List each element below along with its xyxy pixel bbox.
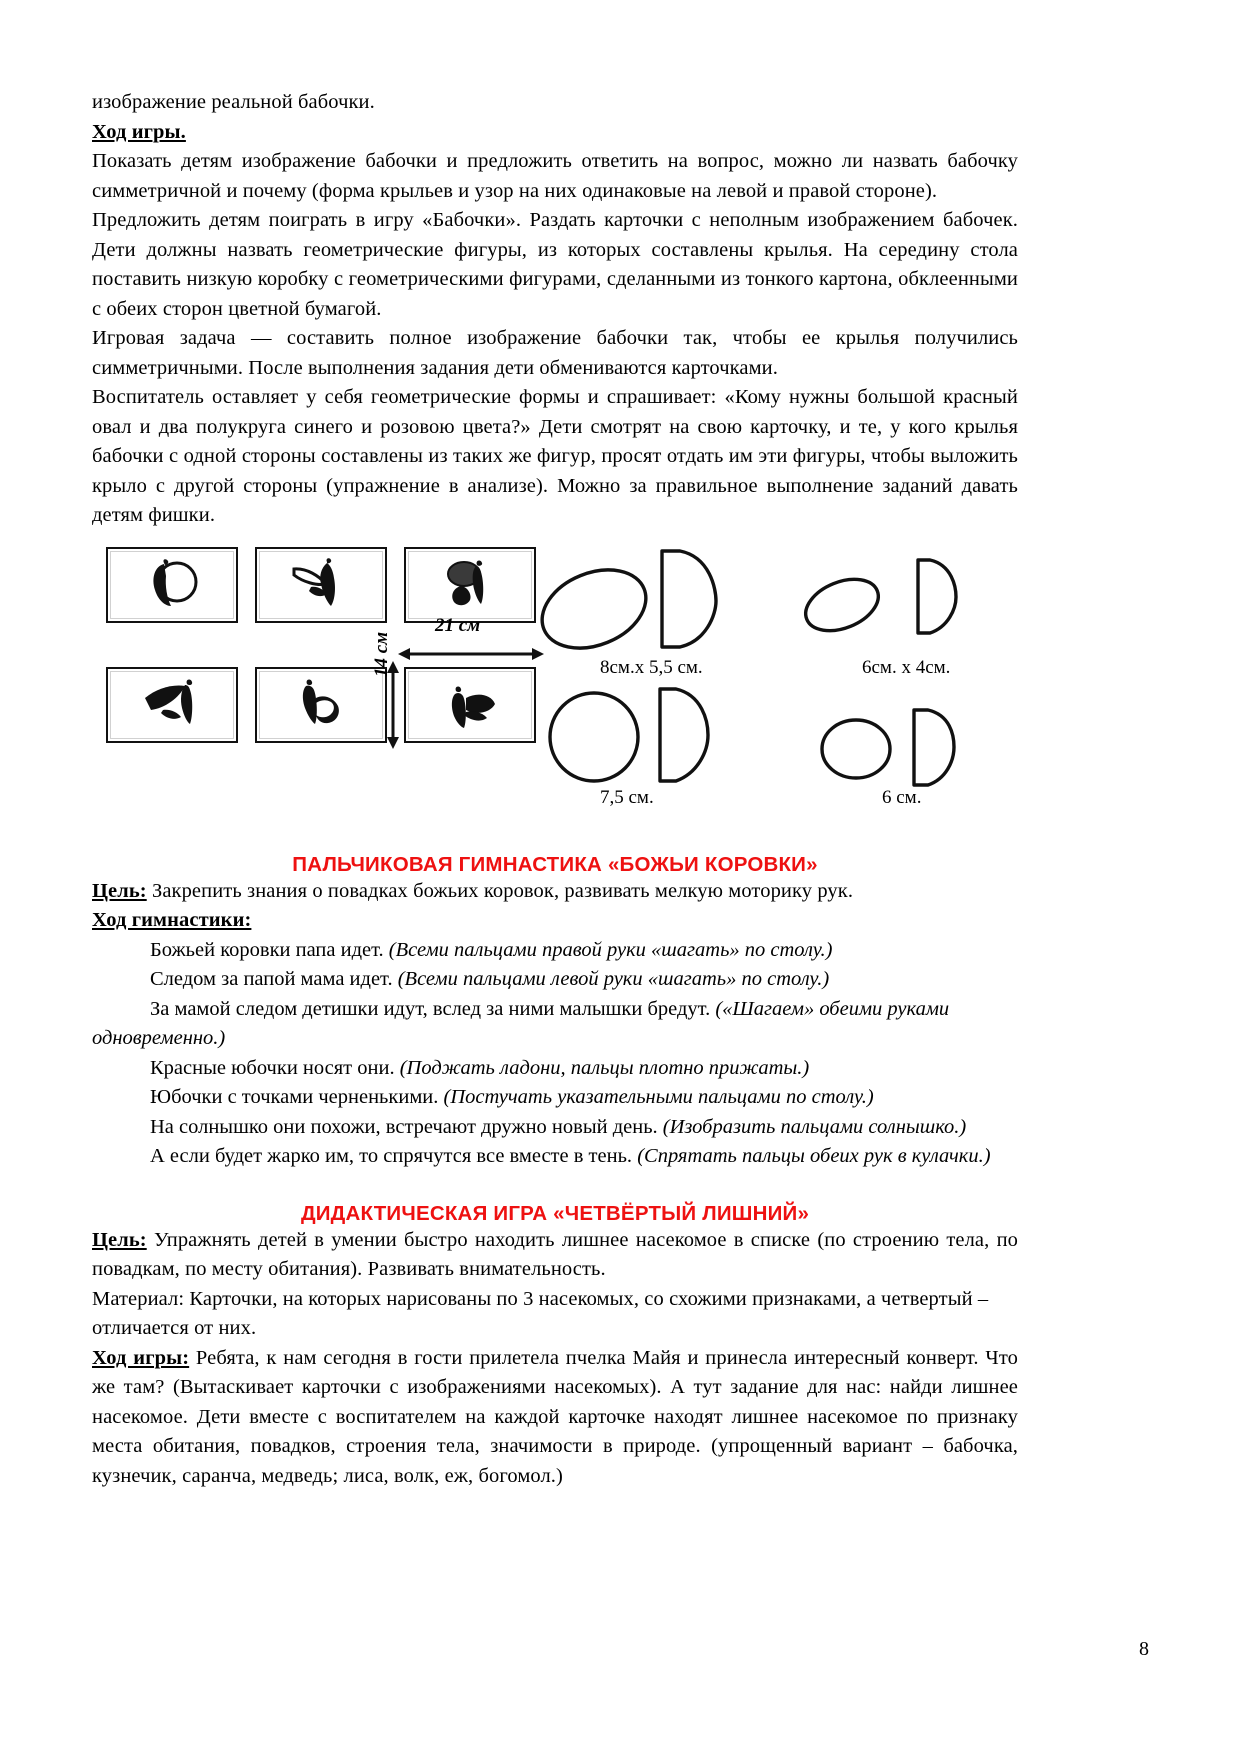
shape-label-circle-small: 6 см.: [882, 786, 922, 808]
shape-label-oval-small: 6см. х 4см.: [862, 656, 951, 678]
butterfly-card-6: [404, 667, 536, 743]
gymnastics-line-5-note: (Постучать указательными пальцами по столу.): [443, 1086, 874, 1108]
spacer: [92, 1172, 1018, 1202]
card-width-dimension: [398, 637, 544, 663]
paragraph-3: Игровая задача — составить полное изображение бабочки так, чтобы ее крылья получились симметричными. После выполнения задания дети обмениваются карточками.: [92, 327, 1018, 379]
card-height-label: 14 см: [371, 631, 392, 677]
gymnastics-line-1: [92, 936, 1018, 966]
gymnastics-line-5-text: Юбочки с точками черненькими.: [150, 1086, 444, 1108]
didactic-course: [92, 1344, 1018, 1492]
semicircle-xsmall-shape: [906, 705, 960, 791]
gymnastics-line-6-note: (Изобразить пальцами солнышко.): [662, 1115, 967, 1138]
butterfly-card-3: [404, 547, 536, 623]
oval-small-shape: [792, 565, 894, 645]
paragraph-intro: изображение реальной бабочки.: [92, 91, 375, 113]
card-width-label: 21 см: [435, 614, 481, 636]
semicircle-large-shape: [652, 545, 724, 655]
heading-hod-igry: [92, 118, 1018, 148]
butterfly-icon: [137, 556, 207, 614]
gymnastics-line-4: [92, 1054, 1018, 1084]
section-title-gymnastics: ПАЛЬЧИКОВАЯ ГИМНАСТИКА «БОЖЬИ КОРОВКИ»: [292, 852, 818, 876]
oval-large-shape: [532, 555, 662, 660]
gymnastics-goal-text: Закрепить знания о повадках божьих коровок, развивать мелкую моторику рук.: [146, 879, 854, 902]
page-content: [92, 88, 1018, 1491]
gymnastics-line-2-note: (Всеми пальцами левой руки «шагать» по столу.): [397, 968, 830, 990]
didactic-goal: [92, 1226, 1018, 1285]
gymnastics-line-6-text: На солнышко они похожи, встречают дружно новый день.: [150, 1115, 663, 1138]
gymnastics-line-2: [92, 965, 1018, 995]
semicircle-medium-shape: [650, 683, 716, 789]
shape-label-oval-large: 8см.х 5,5 см.: [600, 656, 703, 678]
paragraph-4: Воспитатель оставляет у себя геометрические формы и спрашивает: «Кому нужны большой красный овал и два полукруга синего и розовою цвета?» Дети смотрят на свою карточку, и те, у кого крылья бабочки с одной стороны составлены из таких же фигур, просят отдать им эти фигуры, чтобы выложить крыло с другой стороны (упражнение в анализе). Можно за правильное выполнение заданий давать детям фишки.: [92, 386, 1018, 526]
gymnastics-course-heading: [92, 906, 1018, 936]
gymnastics-line-3-text: За мамой следом детишки идут, вслед за ними малышки бредут.: [150, 997, 716, 1020]
butterfly-icon: [439, 556, 501, 614]
gymnastics-goal-label: Цель:: [92, 879, 147, 902]
didactic-course-text: Ребята, к нам сегодня в гости прилетела пчелка Майя и принесла интересный конверт. Что же там? (Вытаскивает карточки с изображениями насекомых). А тут задание для нас: найди лишнее насекомое. Дети вместе с воспитателем на каждой карточке находят лишнее насекомое по признаку места обитания, повадков, строения тела, значимости в природе. (упрощенный вариант – бабочка, кузнечик, саранча, медведь; лиса, волк, еж, богомол.): [92, 1346, 1018, 1487]
gymnastics-line-3-note: («Шагаем» обеими руками одновременно.): [92, 997, 950, 1049]
semicircle-small-shape: [910, 555, 962, 639]
gymnastics-goal: [92, 877, 1018, 907]
butterfly-icon: [281, 556, 361, 614]
circle-small-shape: [812, 707, 900, 791]
butterfly-icon: [135, 676, 209, 734]
heading-hod-igry-text: Ход игры.: [92, 120, 186, 143]
didactic-goal-label: Цель:: [92, 1228, 147, 1251]
butterfly-cards-figure: [92, 537, 1018, 809]
shape-label-circle-large: 7,5 см.: [600, 786, 654, 808]
butterfly-icon: [286, 676, 356, 734]
butterfly-card-1: [106, 547, 238, 623]
gymnastics-course-label: Ход гимнастики:: [92, 909, 252, 931]
gymnastics-line-2-text: Следом за папой мама идет.: [150, 968, 398, 990]
gymnastics-line-7: [92, 1142, 1018, 1172]
butterfly-card-5: [255, 667, 387, 743]
didactic-course-label: Ход игры:: [92, 1346, 190, 1369]
gymnastics-line-3: [92, 995, 1018, 1054]
spacer: [92, 809, 1018, 853]
gymnastics-line-1-text: Божьей коровки папа идет.: [150, 938, 389, 961]
didactic-goal-text: Упражнять детей в умении быстро находить лишнее насекомое в списке (по строению тела, по повадкам, по месту обитания). Развивать внимательность.: [92, 1228, 1018, 1280]
butterfly-icon: [433, 676, 507, 734]
page-number: 8: [1139, 1638, 1149, 1660]
gymnastics-line-1-note: (Всеми пальцами правой руки «шагать» по столу.): [388, 938, 833, 961]
butterfly-card-2: [255, 547, 387, 623]
gymnastics-line-4-note: (Поджать ладони, пальцы плотно прижаты.): [399, 1056, 810, 1079]
gymnastics-line-5: [92, 1083, 1018, 1113]
circle-large-shape: [540, 685, 650, 791]
section-title-didactic: ДИДАКТИЧЕСКАЯ ИГРА «ЧЕТВЁРТЫЙ ЛИШНИЙ»: [300, 1201, 810, 1225]
paragraph-2: Предложить детям поиграть в игру «Бабочки». Раздать карточки с неполным изображением бабочек. Дети должны назвать геометрические фигуры, из которых составлены крылья. На середину стола поставить низкую коробку с геометрическими фигурами, сделанными из тонкого картона, обклеенными с обеих сторон цветной бумагой.: [92, 209, 1018, 320]
gymnastics-line-4-text: Красные юбочки носят они.: [150, 1056, 400, 1079]
gymnastics-line-7-text: А если будет жарко им, то спрячутся все вместе в тень.: [150, 1145, 638, 1167]
paragraph-1: Показать детям изображение бабочки и предложить ответить на вопрос, можно ли назвать бабочку симметричной и почему (форма крыльев и узор на них одинаковые на левой и правой стороне).: [92, 150, 1018, 202]
gymnastics-line-7-note: (Спрятать пальцы обеих рук в кулачки.): [637, 1145, 991, 1167]
butterfly-card-4: [106, 667, 238, 743]
didactic-material: Материал: Карточки, на которых нарисованы по 3 насекомых, со схожими признаками, а четвертый – отличается от них.: [92, 1287, 989, 1339]
gymnastics-line-6: [92, 1113, 1018, 1143]
